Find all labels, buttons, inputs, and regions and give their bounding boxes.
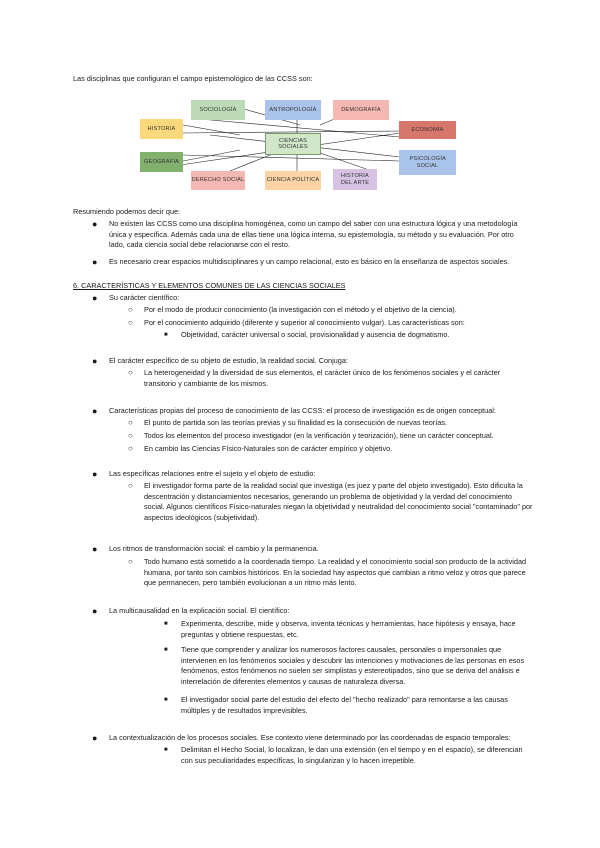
- square-marker: ■: [164, 332, 168, 338]
- section-heading: 6. CARACTERÍSTICAS Y ELEMENTOS COMUNES DE LAS CIENCIAS SOCIALES: [73, 281, 346, 290]
- box-sociologia: [191, 100, 245, 120]
- box-derecho-label: DERECHO SOCIAL: [191, 177, 245, 184]
- box-psicologia: [399, 150, 456, 175]
- item-4a: El investigador forma parte de la realidad social que investiga (es juez y parte del objeto investigado). Esto dificulta la descentración y distanciamientos necesarios, generando un problema de objetividad y la verdad del conocimiento social. Algunos científicos Físico-naturales niegan la objetividad y neutralidad del conocimiento social "contaminado" por aspectos ideológicos (subjetividad).: [144, 481, 533, 522]
- box-sociologia-label: SOCIOLOGÍA: [199, 106, 237, 113]
- item-1b1: Objetividad, carácter universal o social, provisionalidad y ausencia de dogmatismo.: [181, 330, 450, 339]
- box-demografia: [333, 100, 389, 120]
- item-1b: Por el conocimiento adquirido (diferente y superior al conocimiento vulgar). Las características son:: [144, 318, 465, 327]
- box-cienpol-label: CIENCIA POLÍTICA: [266, 177, 320, 184]
- box-demografia-label: DEMOGRAFÍA: [341, 106, 381, 113]
- box-economia-label: ECONOMÍA: [411, 126, 444, 133]
- item-5: Los ritmos de transformación social: el cambio y la permanencia.: [109, 544, 319, 553]
- bullet-marker: ●: [92, 406, 98, 416]
- item-3a: El punto de partida son las teorías previas y su finalidad es la consecución de nuevas teorías.: [144, 418, 448, 427]
- square-marker: ■: [164, 647, 168, 653]
- box-histarte-label: HISTORIA DEL ARTE: [340, 173, 370, 186]
- resumen-lead: Resumiendo podemos decir que:: [73, 207, 181, 216]
- square-marker: ■: [164, 747, 168, 753]
- bullet-marker: ●: [92, 544, 98, 554]
- item-1a: Por el modo de producir conocimiento (la investigación con el método y el objetivo de la ciencia).: [144, 305, 457, 314]
- bullet-marker: ●: [92, 469, 98, 479]
- box-historia-label: HISTORIA: [147, 125, 176, 132]
- circle-marker: ○: [128, 444, 133, 453]
- box-antropologia: [265, 100, 321, 120]
- resumen-bullet-1: No existen las CCSS como una disciplina homogénea, como un campo del saber con una estructura lógica y una metodología única y específica. Además cada una de ellas tiene una lógica interna, su epistemología, su método y su evaluación. Por otro lado, cada ciencia social debe relacionarse con el resto.: [109, 219, 518, 250]
- item-4: Las específicas relaciones entre el sujeto y el objeto de estudio:: [109, 469, 316, 478]
- item-6c: El investigador social parte del estudio del efecto del "hecho realizado" para remontarse a las causas múltiples y de resultados imprevisibles.: [181, 695, 508, 715]
- box-geografia-label: GEOGRAFÍA: [143, 158, 180, 165]
- box-psicologia-label: PSICOLOGÍA SOCIAL: [409, 156, 447, 169]
- box-cienpol: [265, 171, 321, 190]
- circle-marker: ○: [128, 431, 133, 440]
- item-3: Características propias del proceso de conocimiento de las CCSS: el proceso de investigación es de origen conceptual:: [109, 406, 496, 415]
- square-marker: ■: [164, 697, 168, 703]
- box-histarte: [333, 169, 377, 190]
- item-2: El carácter específico de su objeto de estudio, la realidad social. Conjuga:: [109, 356, 348, 365]
- item-6: La multicausalidad en la explicación social. El científico:: [109, 606, 290, 615]
- circle-marker: ○: [128, 305, 133, 314]
- circle-marker: ○: [128, 418, 133, 427]
- bullet-marker: ●: [92, 733, 98, 743]
- bullet-marker: ●: [92, 219, 98, 229]
- box-derecho: [191, 171, 245, 190]
- circle-marker: ○: [128, 557, 133, 566]
- box-centro: [265, 133, 321, 155]
- item-3c: En cambio las Ciencias Físico-Naturales son de carácter empírico y objetivo.: [144, 444, 393, 453]
- bullet-marker: ●: [92, 356, 98, 366]
- square-marker: ■: [164, 621, 168, 627]
- box-economia: [399, 121, 456, 139]
- box-geografia: [140, 152, 183, 172]
- intro-text: Las disciplinas que configuran el campo epistemológico de las CCSS son:: [73, 74, 313, 83]
- item-7a: Delimitan el Hecho Social, lo localizan, le dan una extensión (en el tiempo y en el espacio), se diferencian con sus peculiaridades específicas, lo singularizan y lo hacen irrepetible.: [181, 745, 523, 765]
- box-historia: [140, 119, 183, 139]
- item-5a: Todo humano está sometido a la coordenada tiempo. La realidad y el conocimiento social son producto de la actividad humana, por tanto son cambios históricos. En la sociedad hay aspectos que cambian a ritmo veloz y otros que parece que permanecen, pero también evolucionan a un ritmo más lento.: [144, 557, 527, 588]
- bullet-marker: ●: [92, 606, 98, 616]
- circle-marker: ○: [128, 318, 133, 327]
- bullet-marker: ●: [92, 257, 98, 267]
- item-6a: Experimenta, describe, mide y observa, inventa técnicas y herramientas, hace hipótesis y ensaya, hace preguntas y obtiene respuestas, etc.: [181, 619, 516, 639]
- item-2a: La heterogeneidad y la diversidad de sus elementos, el carácter único de los fenómenos sociales y el carácter transitorio y cambiante de los mismos.: [144, 368, 501, 388]
- item-6b: Tiene que comprender y analizar los numerosos factores causales, personales o impersonales que intervienen en los fenómenos sociales y descubrir las intenciones y motivaciones de las personas en esos fenómenos, estos fenómenos no suelen ser simplistas y estereotipados, sino que se deriva del análisis e interrelación de diferentes elementos y causas de naturaleza diversa.: [181, 645, 525, 686]
- center-label: CIENCIAS SOCIALES: [278, 137, 308, 150]
- item-3b: Todos los elementos del proceso investigador (en la verificación y teorización), tiene un carácter conceptual.: [144, 431, 494, 440]
- circle-marker: ○: [128, 368, 133, 377]
- resumen-bullet-2: Es necesario crear espacios multidisciplinares y un campo relacional, esto es básico en la enseñanza de aspectos sociales.: [109, 257, 510, 266]
- item-7: La contextualización de los procesos sociales. Ese contexto viene determinado por las coordenadas de espacio temporales:: [109, 733, 511, 742]
- box-antropologia-label: ANTROPOLOGÍA: [269, 106, 317, 113]
- disciplines-diagram: [140, 95, 460, 195]
- circle-marker: ○: [128, 481, 133, 490]
- bullet-marker: ●: [92, 293, 98, 303]
- item-1: Su carácter científico:: [109, 293, 180, 302]
